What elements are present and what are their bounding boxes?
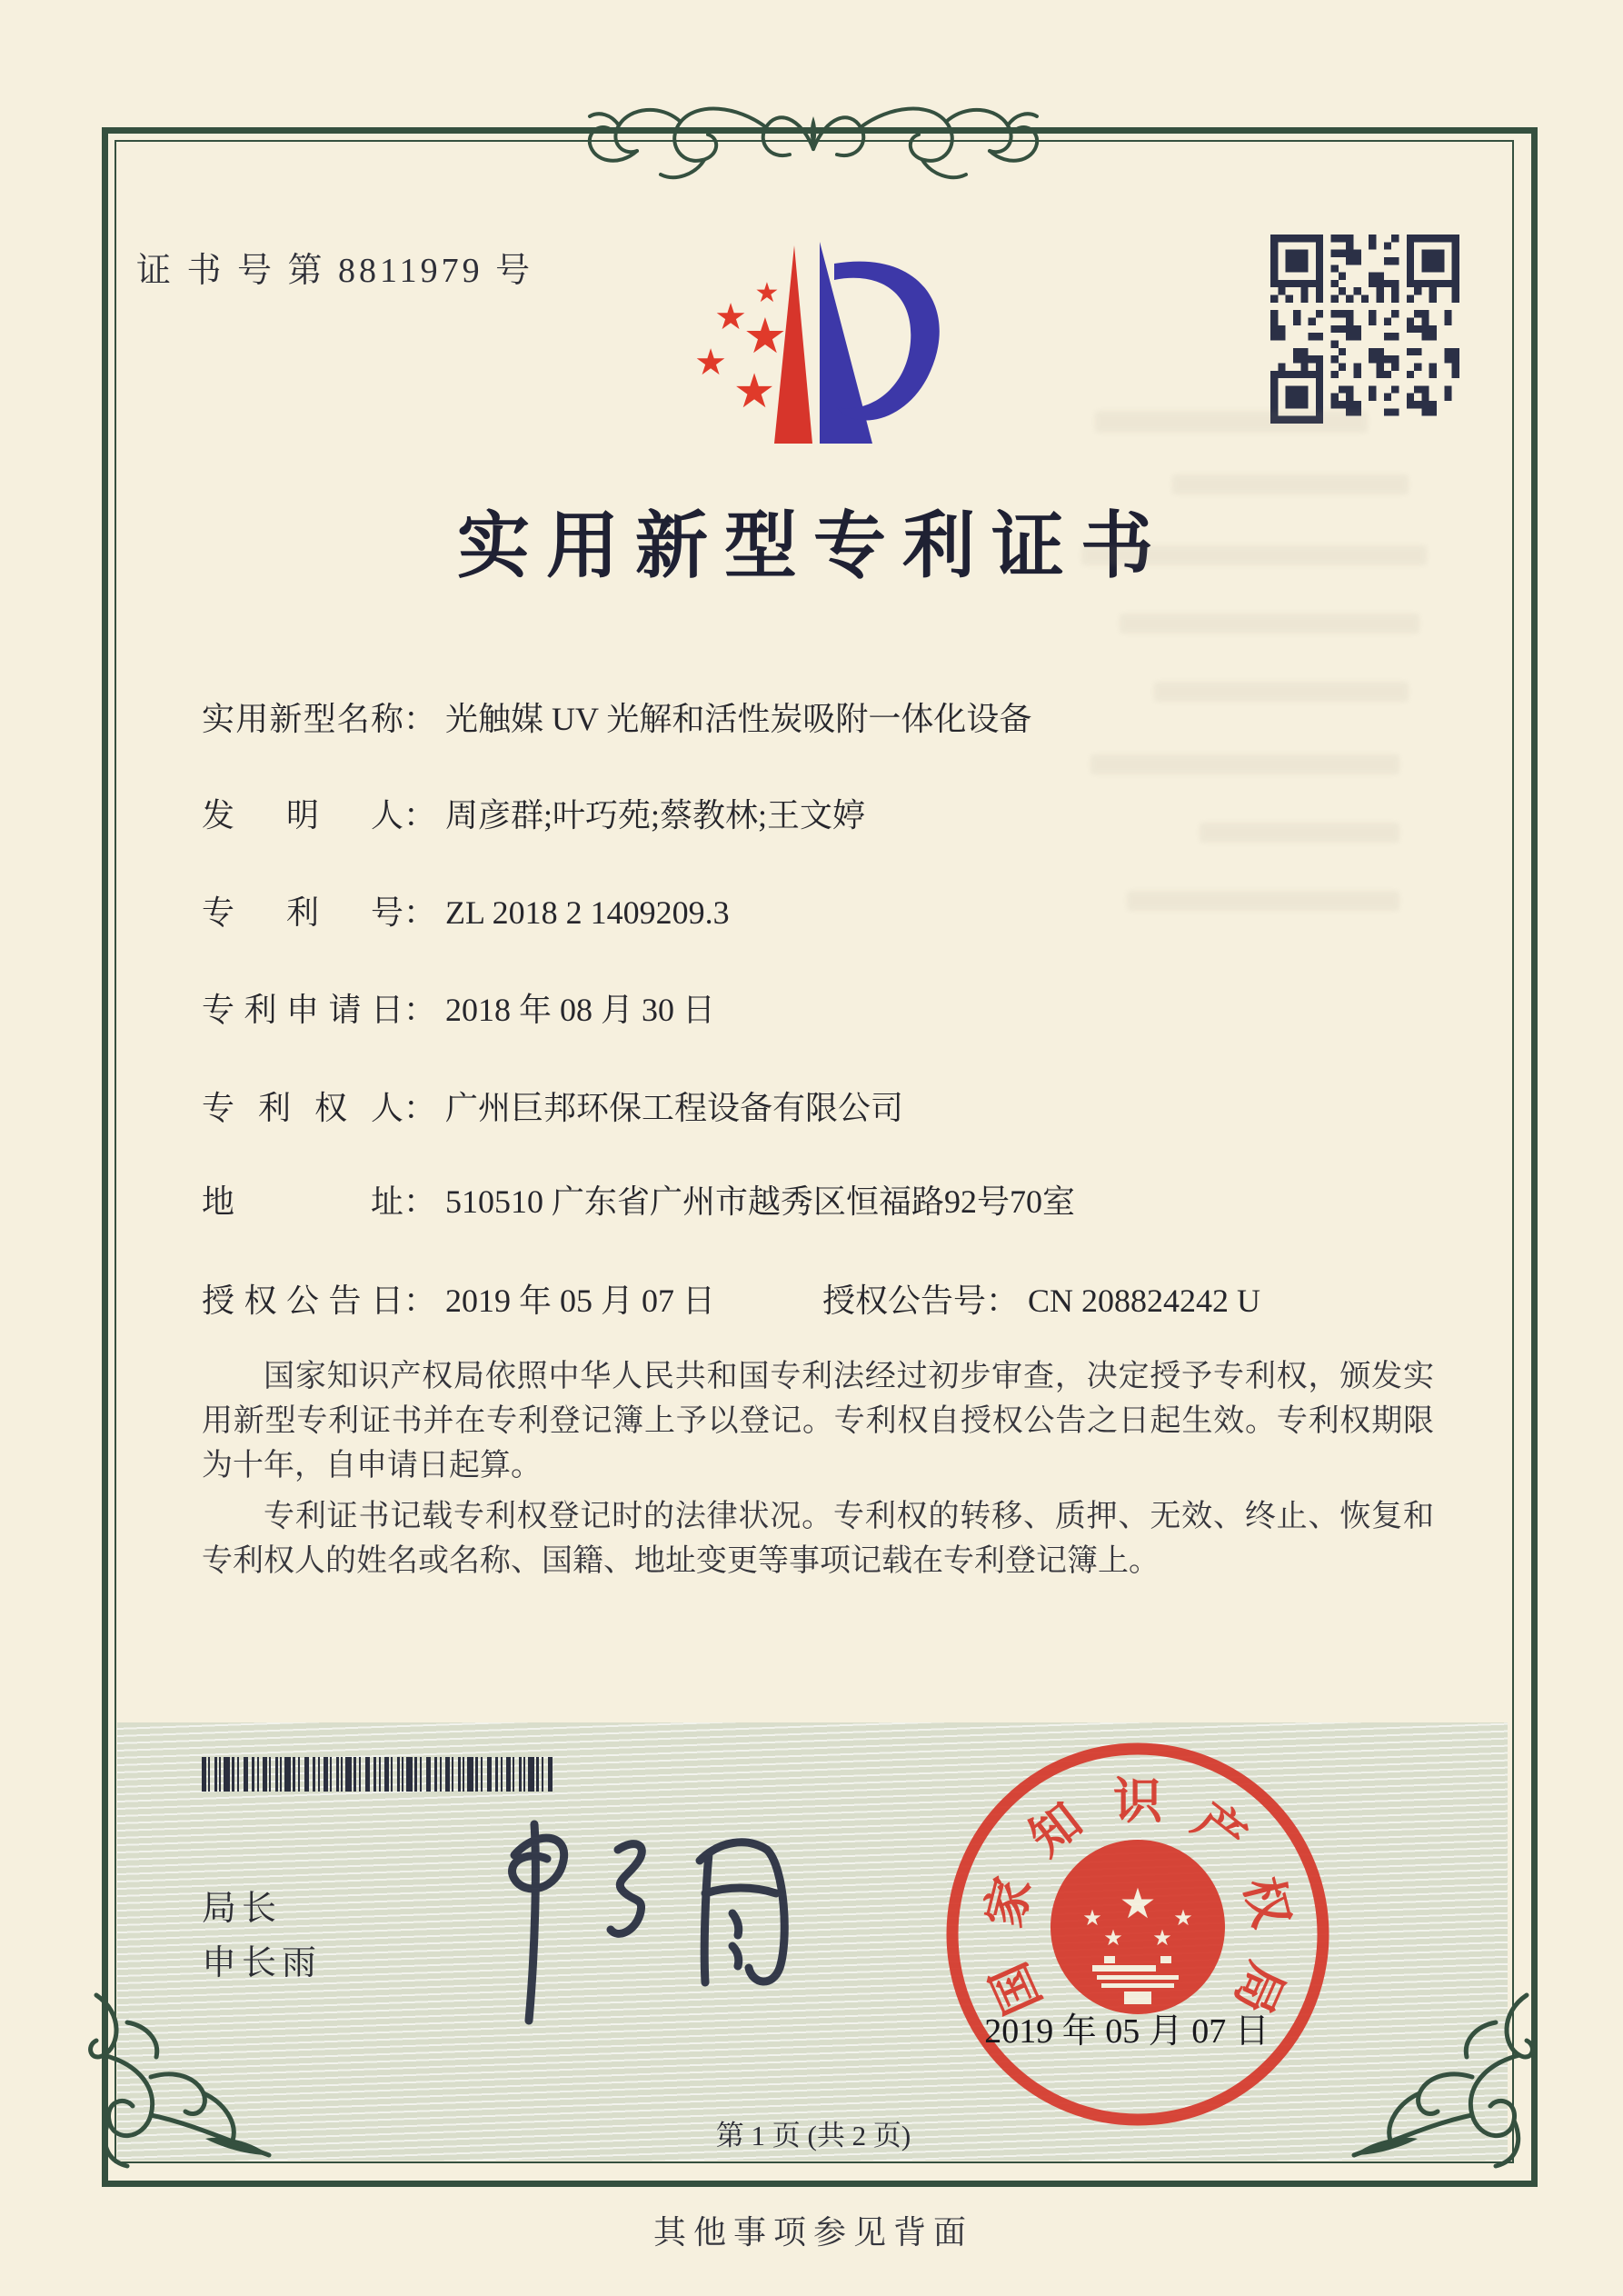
field-row-patentee <box>202 1083 1474 1126</box>
seal-char: 权 <box>1234 1872 1299 1933</box>
showthrough-mark <box>1127 891 1399 911</box>
seal-char: 国 <box>981 1954 1052 2022</box>
field-label: 地址 <box>202 1183 403 1220</box>
seal-date: 2019 年 05 月 07 日 <box>984 2012 1270 2051</box>
svg-text:★: ★ <box>742 309 788 364</box>
field-value: ZL 2018 2 1409209.3 <box>445 894 730 931</box>
svg-text:★: ★ <box>754 278 780 308</box>
showthrough-mark <box>1081 545 1427 565</box>
field-label: 实用新型名称 <box>202 701 403 737</box>
seal-char: 识 <box>1113 1774 1162 1829</box>
paragraph-grant-statement: 国家知识产权局依照中华人民共和国专利法经过初步审查，决定授予专利权，颁发实用新型专利证书并在专利登记簿上予以登记。专利权自授权公告之日起生效。专利权期限为十年，自申请日起算。 <box>202 1360 1434 1482</box>
national-emblem-icon <box>1050 1840 1225 2014</box>
field-value: 2018 年 08 月 30 日 <box>445 992 716 1028</box>
field-value: 光触媒 UV 光解和活性炭吸附一体化设备 <box>445 701 1032 737</box>
field-colon: ： <box>403 1283 437 1319</box>
paragraph-register-statement: 专利证书记载专利权登记时的法律状况。专利权的转移、质押、无效、终止、恢复和专利权人的姓名或名称、国籍、地址变更等事项记载在专利登记簿上。 <box>202 1500 1434 1578</box>
showthrough-mark <box>1154 682 1409 702</box>
field-label: 发明人 <box>202 797 403 834</box>
commissioner-name: 申长雨 <box>202 1944 323 1982</box>
field-row-filing-date <box>202 984 1474 1028</box>
svg-text:★: ★ <box>1173 1907 1193 1931</box>
field-label: 专利号 <box>202 894 403 931</box>
field-row-grant-date <box>202 1275 1474 1319</box>
showthrough-mark <box>1120 614 1419 634</box>
svg-text:★: ★ <box>694 342 727 383</box>
certificate-number: 证 书 号 第 8811979 号 <box>136 252 534 290</box>
field-label: 授权公告号 <box>822 1283 987 1319</box>
field-row-address <box>202 1176 1474 1220</box>
seal-char: 产 <box>1183 1792 1256 1867</box>
page-indicator: 第 1 页 (共 2 页) <box>715 2120 911 2151</box>
svg-text:★: ★ <box>1152 1927 1172 1951</box>
seal-char: 局 <box>1223 1954 1294 2022</box>
field-value: 周彦群;叶巧苑;蔡教林;王文婷 <box>445 797 866 834</box>
certificate-title: 实用新型专利证书 <box>457 507 1170 587</box>
field-grant-number <box>822 1275 1260 1322</box>
showthrough-mark <box>1172 474 1409 494</box>
commissioner-title: 局长 <box>202 1890 283 1928</box>
official-seal <box>938 1734 1338 2134</box>
cnipa-logo-icon <box>683 233 965 458</box>
legal-text <box>202 1354 1434 1590</box>
field-colon: ： <box>986 1283 1020 1319</box>
svg-text:★: ★ <box>1119 1881 1157 1927</box>
field-colon: ： <box>403 894 437 931</box>
showthrough-mark <box>1095 411 1368 433</box>
seal-char: 知 <box>1020 1792 1092 1867</box>
svg-text:★: ★ <box>1103 1927 1123 1951</box>
field-value: 510510 广东省广州市越秀区恒福路92号70室 <box>445 1183 1076 1220</box>
field-label: 专利权人 <box>202 1090 403 1126</box>
field-colon: ： <box>403 1090 437 1126</box>
field-colon: ： <box>403 1183 437 1220</box>
svg-text:★: ★ <box>732 366 776 418</box>
field-colon: ： <box>403 797 437 834</box>
svg-text:★: ★ <box>1082 1907 1102 1931</box>
commissioner-signature <box>427 1813 836 2031</box>
field-label: 授权公告日 <box>202 1283 403 1319</box>
field-value: 广州巨邦环保工程设备有限公司 <box>445 1090 904 1126</box>
back-note: 其他事项参见背面 <box>652 2214 973 2251</box>
field-label: 专利申请日 <box>202 992 403 1028</box>
field-value: CN 208824242 U <box>1028 1283 1261 1319</box>
showthrough-mark <box>1200 823 1399 843</box>
seal-char: 家 <box>976 1872 1041 1933</box>
svg-text:★: ★ <box>714 296 747 337</box>
barcode <box>202 1757 554 1792</box>
showthrough-mark <box>1090 754 1399 774</box>
field-colon: ： <box>403 701 437 737</box>
field-colon: ： <box>403 992 437 1028</box>
field-value: 2019 年 05 月 07 日 <box>445 1283 716 1319</box>
flourish-top-icon <box>559 91 1068 193</box>
qr-code <box>1270 235 1459 424</box>
